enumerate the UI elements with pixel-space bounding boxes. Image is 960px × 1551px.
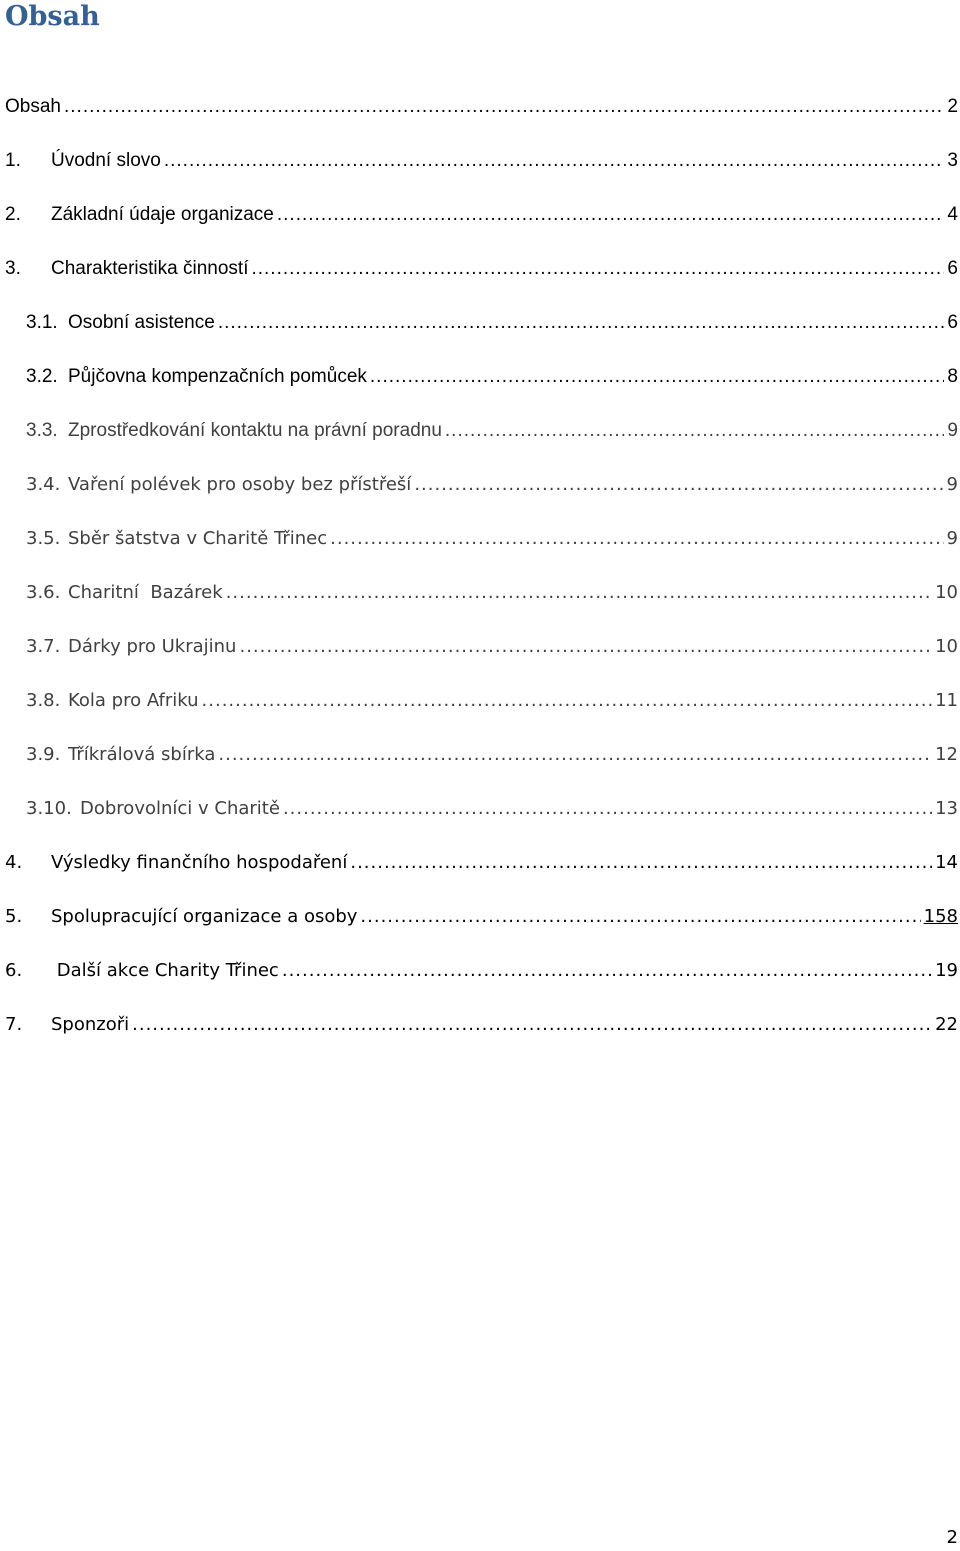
toc-entry-title: Osobní asistence bbox=[68, 312, 215, 333]
toc-entry-page: 10 bbox=[935, 636, 958, 657]
toc-entry-number: 5. bbox=[5, 906, 23, 927]
toc-entry-title: Obsah bbox=[5, 96, 61, 117]
toc-leader-dots bbox=[164, 148, 945, 174]
toc-leader-dots bbox=[414, 472, 943, 498]
toc-entry-number: 3. bbox=[5, 258, 21, 279]
toc-entry-title: Dobrovolníci v Charitě bbox=[80, 798, 280, 819]
toc-entry-page: 9 bbox=[946, 528, 958, 549]
toc-entry-number: 3.1. bbox=[26, 312, 58, 333]
toc-entry-page: 22 bbox=[935, 1014, 958, 1035]
toc-entry-number: 3.10. bbox=[26, 798, 72, 819]
toc-leader-dots bbox=[132, 1012, 932, 1038]
toc-entry-title: Úvodní slovo bbox=[51, 150, 161, 171]
toc-entry-3-1[interactable] bbox=[26, 310, 958, 336]
toc-entry-page: 158 bbox=[923, 906, 958, 927]
toc-entry-title: Dárky pro Ukrajinu bbox=[68, 636, 237, 657]
toc-entry-title: Další akce Charity Třinec bbox=[51, 960, 279, 981]
toc-entry-page: 12 bbox=[935, 744, 958, 765]
toc-entry-3-9[interactable] bbox=[26, 742, 958, 768]
toc-entry-title: Charakteristika činností bbox=[51, 258, 249, 279]
toc-entry-number: 3.2. bbox=[26, 366, 58, 387]
toc-leader-dots bbox=[330, 526, 943, 552]
toc-entry-number: 3.8. bbox=[26, 690, 61, 711]
toc-entry-3-6[interactable] bbox=[26, 580, 958, 606]
toc-leader-dots bbox=[360, 904, 920, 930]
toc-entry-number: 3.6. bbox=[26, 582, 61, 603]
toc-entry-page: 11 bbox=[935, 690, 958, 711]
toc-entry-number: 4. bbox=[5, 852, 23, 873]
toc-entry-2[interactable] bbox=[5, 202, 958, 228]
toc-leader-dots bbox=[350, 850, 932, 876]
toc-leader-dots bbox=[218, 310, 945, 336]
toc-entry-3-3[interactable] bbox=[26, 418, 958, 444]
toc-entry-title: Půjčovna kompenzačních pomůcek bbox=[68, 366, 367, 387]
toc-entry-page: 10 bbox=[935, 582, 958, 603]
toc-leader-dots bbox=[226, 580, 932, 606]
toc-leader-dots bbox=[218, 742, 932, 768]
toc-entry-number: 2. bbox=[5, 204, 21, 225]
toc-entry-number: 3.3. bbox=[26, 420, 58, 441]
toc-entry-title: Základní údaje organizace bbox=[51, 204, 274, 225]
toc-entry-title: Kola pro Afriku bbox=[68, 690, 199, 711]
toc-entry-page: 14 bbox=[935, 852, 958, 873]
toc-entry-number: 3.9. bbox=[26, 744, 61, 765]
toc-entry-number: 3.5. bbox=[26, 528, 61, 549]
toc-leader-dots bbox=[202, 688, 933, 714]
toc-entry-3[interactable] bbox=[5, 256, 958, 282]
toc-entry-obsah[interactable] bbox=[5, 94, 958, 120]
toc-entry-page: 4 bbox=[947, 204, 958, 225]
toc-entry-number: 3.7. bbox=[26, 636, 61, 657]
toc-entry-title: Sponzoři bbox=[51, 1014, 130, 1035]
toc-leader-dots bbox=[445, 418, 945, 444]
toc-leader-dots bbox=[282, 958, 932, 984]
toc-leader-dots bbox=[64, 94, 944, 120]
toc-entry-page: 19 bbox=[935, 960, 958, 981]
toc-entry-number: 3.4. bbox=[26, 474, 61, 495]
toc-entry-3-5[interactable] bbox=[26, 526, 958, 552]
page-number: 2 bbox=[946, 1527, 958, 1548]
toc-leader-dots bbox=[239, 634, 932, 660]
toc-entry-page: 3 bbox=[947, 150, 958, 171]
toc-entry-3-7[interactable] bbox=[26, 634, 958, 660]
toc-entry-title: Charitní Bazárek bbox=[68, 582, 223, 603]
toc-leader-dots bbox=[277, 202, 945, 228]
toc-entry-4[interactable] bbox=[5, 850, 958, 876]
toc-entry-3-4[interactable] bbox=[26, 472, 958, 498]
toc-entry-3-8[interactable] bbox=[26, 688, 958, 714]
toc-leader-dots bbox=[283, 796, 932, 822]
toc-leader-dots bbox=[370, 364, 945, 390]
toc-entry-1[interactable] bbox=[5, 148, 958, 174]
toc-entry-7[interactable] bbox=[5, 1012, 958, 1038]
toc-entry-page: 2 bbox=[947, 96, 958, 117]
toc-entry-title: Výsledky finančního hospodaření bbox=[51, 852, 348, 873]
toc-entry-title: Vaření polévek pro osoby bez přístřeší bbox=[68, 474, 412, 495]
toc-entry-page: 9 bbox=[947, 420, 958, 441]
toc-entry-3-10[interactable] bbox=[26, 796, 958, 822]
toc-entry-page: 6 bbox=[947, 312, 958, 333]
toc-entry-3-2[interactable] bbox=[26, 364, 958, 390]
toc-entry-number: 1. bbox=[5, 150, 21, 171]
toc-entry-6[interactable] bbox=[5, 958, 958, 984]
toc-entry-title: Spolupracující organizace a osoby bbox=[51, 906, 358, 927]
toc-entry-page: 13 bbox=[935, 798, 958, 819]
toc-entry-number: 7. bbox=[5, 1014, 23, 1035]
toc-entry-number: 6. bbox=[5, 960, 23, 981]
toc-entry-5[interactable] bbox=[5, 904, 958, 930]
toc-entry-page: 9 bbox=[946, 474, 958, 495]
toc-entry-title: Zprostředkování kontaktu na právní poradnu bbox=[68, 420, 442, 441]
toc-entry-page: 8 bbox=[947, 366, 958, 387]
toc-leader-dots bbox=[251, 256, 944, 282]
page-title: Obsah bbox=[5, 1, 100, 32]
toc-entry-page: 6 bbox=[947, 258, 958, 279]
toc-entry-title: Sběr šatstva v Charitě Třinec bbox=[68, 528, 328, 549]
toc-entry-title: Tříkrálová sbírka bbox=[68, 744, 216, 765]
